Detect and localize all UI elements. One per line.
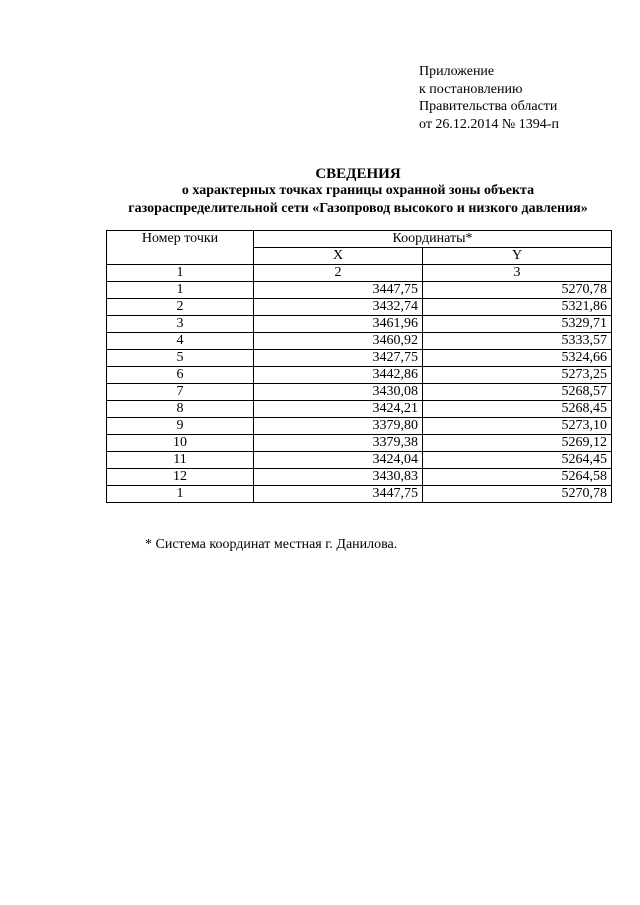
table-row (107, 316, 612, 333)
table-row (107, 452, 612, 469)
x-coordinate-cell: 3442,86 (254, 367, 423, 384)
table-row (107, 333, 612, 350)
y-coordinate-cell: 5269,12 (423, 435, 612, 452)
y-coordinate-cell: 5270,78 (423, 282, 612, 299)
coordinates-table (106, 230, 612, 503)
appendix-line: Правительства области (419, 99, 558, 114)
x-coordinate-cell: 3379,80 (254, 418, 423, 435)
y-coordinate-cell: 5264,45 (423, 452, 612, 469)
column-number: 2 (254, 265, 423, 282)
y-coordinate-cell: 5324,66 (423, 350, 612, 367)
header-x: X (254, 248, 423, 265)
y-coordinate-cell: 5268,57 (423, 384, 612, 401)
y-coordinate-cell: 5333,57 (423, 333, 612, 350)
appendix-line: от 26.12.2014 № 1394-п (419, 116, 559, 132)
document-title: СВЕДЕНИЯ (315, 166, 401, 182)
appendix-line: Приложение (419, 64, 495, 79)
point-number-cell: 8 (107, 401, 254, 418)
y-coordinate-cell: 5329,71 (423, 316, 612, 333)
table-row (107, 435, 612, 452)
point-number-cell: 5 (107, 350, 254, 367)
y-coordinate-cell: 5270,78 (423, 486, 612, 503)
x-coordinate-cell: 3460,92 (254, 333, 423, 350)
header-y: Y (423, 248, 612, 265)
column-number: 1 (107, 265, 254, 282)
x-coordinate-cell: 3430,83 (254, 469, 423, 486)
table-column-numbers-row (107, 265, 612, 282)
column-number: 3 (423, 265, 612, 282)
x-coordinate-cell: 3432,74 (254, 299, 423, 316)
table-row (107, 418, 612, 435)
point-number-cell: 4 (107, 333, 254, 350)
table-row (107, 384, 612, 401)
y-coordinate-cell: 5273,25 (423, 367, 612, 384)
appendix-line: к постановлению (419, 81, 523, 97)
y-coordinate-cell: 5264,58 (423, 469, 612, 486)
point-number-cell: 10 (107, 435, 254, 452)
document-subtitle: о характерных точках границы охранной зоны объекта (181, 183, 535, 198)
y-coordinate-cell: 5321,86 (423, 299, 612, 316)
y-coordinate-cell: 5268,45 (423, 401, 612, 418)
point-number-cell: 12 (107, 469, 254, 486)
point-number-cell: 6 (107, 367, 254, 384)
x-coordinate-cell: 3447,75 (254, 486, 423, 503)
x-coordinate-cell: 3447,75 (254, 282, 423, 299)
table-row (107, 401, 612, 418)
table-row (107, 486, 612, 503)
point-number-cell: 3 (107, 316, 254, 333)
x-coordinate-cell: 3424,21 (254, 401, 423, 418)
x-coordinate-cell: 3379,38 (254, 435, 423, 452)
table-row (107, 350, 612, 367)
table-row (107, 469, 612, 486)
header-point-number: Номер точки (107, 231, 254, 265)
appendix-block (419, 63, 559, 133)
x-coordinate-cell: 3430,08 (254, 384, 423, 401)
point-number-cell: 2 (107, 299, 254, 316)
point-number-cell: 1 (107, 282, 254, 299)
point-number-cell: 7 (107, 384, 254, 401)
point-number-cell: 9 (107, 418, 254, 435)
x-coordinate-cell: 3461,96 (254, 316, 423, 333)
x-coordinate-cell: 3424,04 (254, 452, 423, 469)
point-number-cell: 1 (107, 486, 254, 503)
header-coordinates: Координаты* (254, 231, 612, 248)
y-coordinate-cell: 5273,10 (423, 418, 612, 435)
table-header-row (107, 231, 612, 248)
table-row (107, 299, 612, 316)
point-number-cell: 11 (107, 452, 254, 469)
table-row (107, 282, 612, 299)
document-subtitle: газораспределительной сети «Газопровод высокого и низкого давления» (128, 201, 588, 216)
footnote: * Система координат местная г. Данилова. (145, 537, 398, 552)
x-coordinate-cell: 3427,75 (254, 350, 423, 367)
table-row (107, 367, 612, 384)
